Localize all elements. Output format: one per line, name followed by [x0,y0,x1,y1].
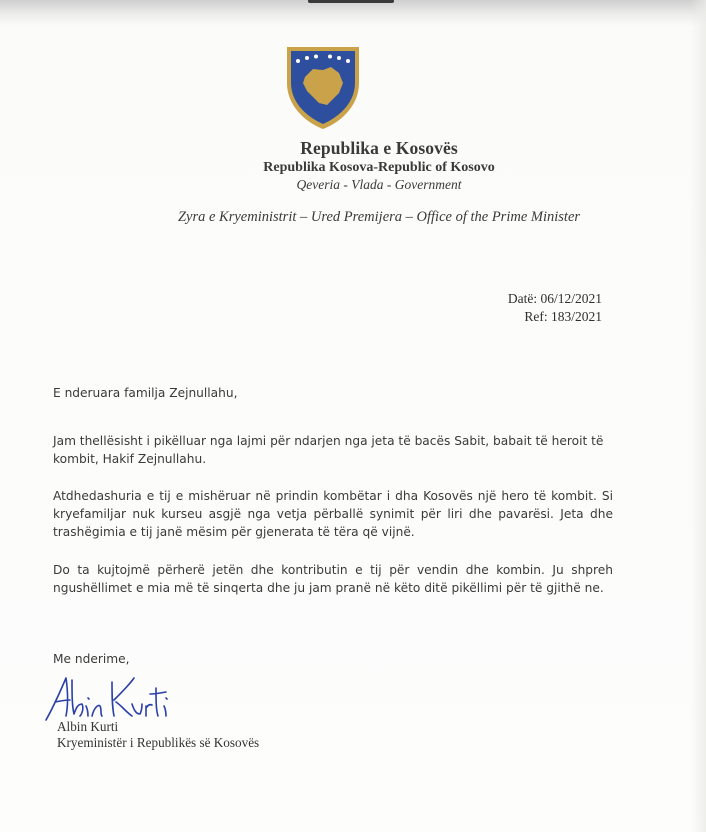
closing: Me nderime, [53,652,130,666]
salutation: E nderuara familja Zejnullahu, [53,386,238,400]
government-line: Qeveria - Vlada - Government [296,177,462,192]
office-line: Zyra e Kryeministrit – Ured Premijera – Office of the Prime Minister [177,209,581,225]
letter-date: Datë: 06/12/2021 [507,291,602,306]
republic-title: Republika e Kosovës [300,138,458,158]
republic-subtitle: Republika Kosova-Republic of Kosovo [263,160,495,175]
kosovo-coat-of-arms-icon [283,43,363,131]
signer-name: Albin Kurti [57,719,119,734]
letter-ref: Ref: 183/2021 [524,309,602,324]
signer-title: Kryeministër i Republikës së Kosovës [57,735,260,750]
paragraph-3: Do ta kujtojmë përherë jetën dhe kontributin e tij për vendin dhe kombin. Ju shpreh ngushëllimet e mia më të sinqerta dhe ju jam pranë në këto ditë pikëllimi për të gjithë ne. [53,563,613,595]
handwritten-signature [42,670,172,726]
paragraph-1: Jam thellësisht i pikëlluar nga lajmi për ndarjen nga jeta të bacës Sabit, babait të heroit të kombit, Hakif Zejnullahu. [53,434,604,466]
scan-edge [308,0,394,3]
paragraph-2: Atdhedashuria e tij e mishëruar në prindin kombëtar i dha Kosovës një hero të kombit. Si kryefamiljar nuk kurseu asgjë nga vetja përballë synimit për liri dhe pavarësi. Jeta dhe trashëgimia e tij janë mësim për gjenerata të tëra që vijnë. [53,489,613,539]
